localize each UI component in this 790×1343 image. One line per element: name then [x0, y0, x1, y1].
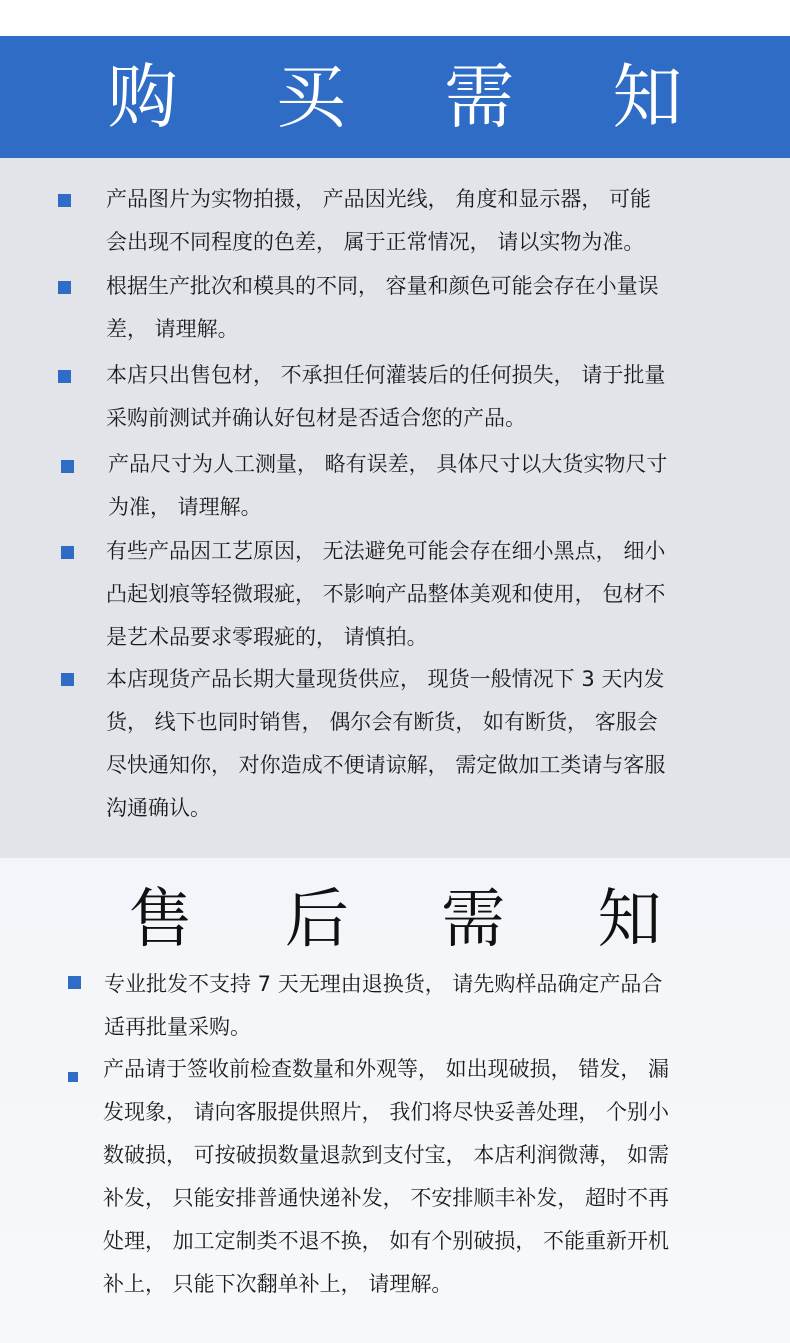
item-line: 采购前测试并确认好包材是否适合您的产品。 — [106, 406, 526, 430]
item-line: 处理， 加工定制类不退不换， 如有个别破损， 不能重新开机 — [103, 1229, 670, 1253]
square-bullet-icon — [61, 673, 74, 686]
item-line: 为准， 请理解。 — [108, 495, 262, 519]
item-line: 根据生产批次和模具的不同， 容量和颜色可能会存在小量误 — [106, 274, 659, 298]
square-bullet-icon — [58, 194, 71, 207]
top-margin — [0, 0, 790, 36]
item-line: 会出现不同程度的色差， 属于正常情况， 请以实物为准。 — [106, 230, 645, 254]
item-line: 数破损， 可按破损数量退款到支付宝， 本店利润微薄， 如需 — [103, 1143, 670, 1167]
square-bullet-icon — [68, 976, 81, 989]
item-line: 货， 线下也同时销售， 偶尔会有断货， 如有断货， 客服会 — [106, 710, 658, 734]
purchase-notice-banner — [0, 36, 790, 158]
item-line: 凸起划痕等轻微瑕疵， 不影响产品整体美观和使用， 包材不 — [106, 582, 666, 606]
item-line: 发现象， 请向客服提供照片， 我们将尽快妥善处理， 个别小 — [103, 1100, 670, 1124]
item-line: 产品尺寸为人工测量， 略有误差， 具体尺寸以大货实物尺寸 — [108, 452, 668, 476]
item-line: 产品图片为实物拍摄， 产品因光线， 角度和显示器， 可能 — [106, 187, 652, 211]
square-bullet-icon — [58, 370, 71, 383]
item-line: 产品请于签收前检查数量和外观等， 如出现破损， 错发， 漏 — [103, 1057, 670, 1081]
item-line: 补上， 只能下次翻单补上， 请理解。 — [103, 1272, 453, 1296]
square-bullet-icon — [61, 460, 74, 473]
item-line: 专业批发不支持 7 天无理由退换货， 请先购样品确定产品合 — [104, 972, 663, 996]
square-bullet-icon — [58, 281, 71, 294]
item-line: 尽快通知你， 对你造成不便请谅解， 需定做加工类请与客服 — [106, 753, 666, 777]
item-line: 沟通确认。 — [106, 796, 211, 820]
after-sales-title: 售 后 需 知 — [128, 883, 698, 957]
item-line: 是艺术品要求零瑕疵的， 请慎拍。 — [106, 625, 428, 649]
item-line: 有些产品因工艺原因， 无法避免可能会存在细小黑点， 细小 — [106, 539, 666, 563]
square-bullet-icon — [68, 1072, 78, 1082]
square-bullet-icon — [61, 546, 74, 559]
item-line: 本店现货产品长期大量现货供应， 现货一般情况下 3 天内发 — [106, 667, 665, 691]
purchase-notice-title: 购 买 需 知 — [107, 56, 721, 138]
item-line: 本店只出售包材， 不承担任何灌装后的任何损失， 请于批量 — [106, 363, 666, 387]
item-line: 补发， 只能安排普通快递补发， 不安排顺丰补发， 超时不再 — [103, 1186, 670, 1210]
item-line: 适再批量采购。 — [104, 1015, 251, 1039]
item-line: 差， 请理解。 — [106, 317, 239, 341]
